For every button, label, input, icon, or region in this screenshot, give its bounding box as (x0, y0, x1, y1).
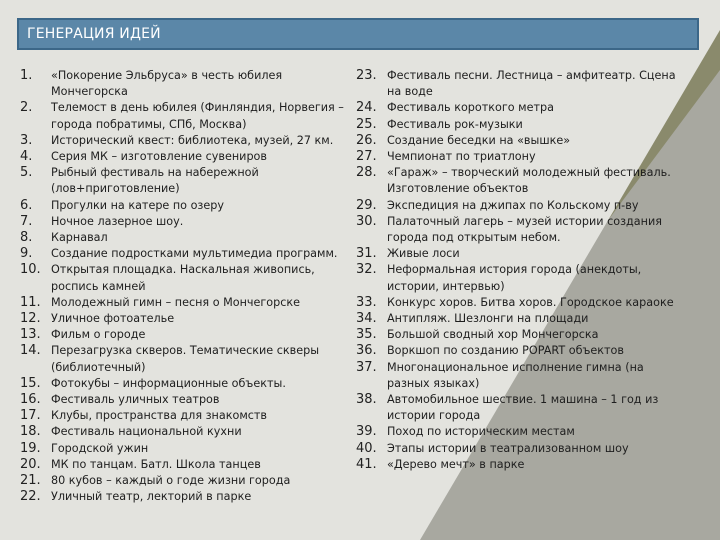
idea-number: 33. (356, 294, 377, 310)
idea-text-line: Палаточный лагерь – музей истории создания (387, 214, 662, 228)
idea-text-line: «Гараж» – творческий молодежный фестиваль. (387, 166, 671, 180)
idea-text-line: Неформальная история города (анекдоты, (387, 263, 642, 277)
idea-text-line: Чемпионат по триатлону (387, 150, 536, 164)
idea-text (387, 327, 692, 343)
idea-item (20, 100, 360, 132)
idea-text-line: Фильм о городе (51, 328, 146, 342)
idea-item (356, 441, 692, 457)
idea-number: 15. (20, 375, 41, 391)
idea-text (51, 392, 360, 408)
idea-item (20, 295, 360, 311)
idea-number: 34. (356, 311, 377, 327)
idea-number: 13. (20, 327, 41, 343)
idea-text (51, 343, 360, 375)
ideas-list-right (356, 68, 692, 473)
idea-text (387, 343, 692, 359)
idea-item (356, 133, 692, 149)
idea-text (387, 214, 692, 246)
idea-text-line: Антипляж. Шезлонги на площади (387, 312, 589, 326)
idea-text-line: Воркшоп по созданию POPART объектов (387, 344, 624, 358)
idea-text-line: Фестиваль национальной кухни (51, 425, 242, 439)
idea-text-line: «Покорение Эльбруса» в честь юбилея (51, 69, 283, 82)
idea-item (20, 392, 360, 408)
idea-number: 40. (356, 440, 377, 456)
idea-item (356, 424, 692, 440)
idea-text-line: Экспедиция на джипах по Кольскому п-ву (387, 198, 639, 212)
idea-text-line: Прогулки на катере по озеру (51, 198, 224, 212)
idea-item (356, 295, 692, 311)
idea-text (51, 295, 360, 311)
idea-number: 18. (20, 424, 41, 440)
idea-text (51, 376, 360, 392)
idea-text (51, 327, 360, 343)
idea-number: 28. (356, 165, 377, 181)
idea-text (51, 100, 360, 132)
idea-text (51, 262, 360, 294)
idea-text (387, 360, 692, 392)
idea-number: 30. (356, 213, 377, 229)
idea-text (387, 457, 692, 473)
idea-number: 25. (356, 116, 377, 132)
idea-item (20, 441, 360, 457)
idea-text (51, 133, 360, 149)
idea-text (51, 408, 360, 424)
idea-text (387, 149, 692, 165)
idea-number: 22. (20, 489, 41, 505)
idea-text-line: истории города (387, 409, 481, 423)
idea-text (51, 457, 360, 473)
idea-item (20, 424, 360, 440)
idea-text (51, 198, 360, 214)
ideas-list-left (20, 68, 360, 505)
idea-number: 32. (356, 262, 377, 278)
idea-text (51, 311, 360, 327)
idea-text (51, 473, 360, 489)
idea-text-line: Исторический квест: библиотека, музей, 27 км. (51, 133, 334, 147)
idea-item (356, 327, 692, 343)
idea-item (20, 489, 360, 505)
idea-item (20, 311, 360, 327)
idea-item (20, 165, 360, 197)
idea-text-line: Создание подростками мультимедиа программ. (51, 247, 338, 261)
idea-item (356, 457, 692, 473)
idea-text-line: Телемост в день юбилея (Финляндия, Норвегия – (51, 101, 344, 115)
idea-number: 37. (356, 359, 377, 375)
idea-text-line: Фестиваль рок-музыки (387, 117, 523, 131)
idea-number: 17. (20, 408, 41, 424)
idea-item (356, 100, 692, 116)
idea-text-line: Многонациональное исполнение гимна (на (387, 360, 644, 374)
idea-number: 4. (20, 149, 33, 165)
idea-number: 24. (356, 100, 377, 116)
idea-text-line: Живые лоси (387, 247, 460, 261)
idea-item (20, 408, 360, 424)
idea-text (51, 214, 360, 230)
idea-text-line: Уличное фотоателье (51, 312, 175, 326)
idea-item (356, 246, 692, 262)
idea-item (356, 343, 692, 359)
idea-item (20, 230, 360, 246)
idea-number: 19. (20, 440, 41, 456)
idea-text (387, 246, 692, 262)
idea-text-line: МК по танцам. Батл. Школа танцев (51, 457, 261, 471)
idea-text (51, 489, 360, 505)
idea-number: 21. (20, 473, 41, 489)
idea-text (387, 100, 692, 116)
idea-number: 10. (20, 262, 41, 278)
idea-text-line: города под открытым небом. (387, 231, 561, 245)
idea-number: 36. (356, 343, 377, 359)
idea-text-line: разных языках) (387, 376, 480, 390)
idea-number: 8. (20, 230, 33, 246)
idea-text-line: Создание беседки на «вышке» (387, 133, 571, 147)
idea-text-line: Мончегорска (51, 85, 128, 99)
idea-number: 31. (356, 246, 377, 262)
idea-number: 2. (20, 100, 33, 116)
idea-text (51, 246, 360, 262)
idea-text-line: Поход по историческим местам (387, 425, 575, 439)
idea-item (20, 327, 360, 343)
idea-text (387, 392, 692, 424)
idea-item (20, 376, 360, 392)
idea-text (387, 262, 692, 294)
idea-item (356, 68, 692, 100)
idea-text-line: Фестиваль песни. Лестница – амфитеатр. Сцена (387, 69, 676, 82)
idea-text-line: 80 кубов – каждый о годе жизни города (51, 474, 291, 488)
idea-text (387, 311, 692, 327)
idea-item (356, 198, 692, 214)
idea-text-line: (лов+приготовление) (51, 182, 180, 196)
idea-text-line: Изготовление объектов (387, 182, 529, 196)
idea-text-line: Автомобильное шествие. 1 машина – 1 год из (387, 393, 659, 407)
idea-item (20, 343, 360, 375)
idea-number: 9. (20, 246, 33, 262)
idea-text-line: Карнавал (51, 231, 108, 245)
idea-number: 29. (356, 197, 377, 213)
idea-item (20, 133, 360, 149)
idea-item (356, 165, 692, 197)
idea-text-line: Рыбный фестиваль на набережной (51, 166, 259, 180)
idea-text-line: Перезагрузка скверов. Тематические скверы (51, 344, 320, 358)
idea-number: 20. (20, 456, 41, 472)
idea-text-line: Фестиваль короткого метра (387, 101, 554, 115)
idea-text (51, 149, 360, 165)
idea-item (356, 392, 692, 424)
idea-text (387, 68, 692, 100)
idea-item (20, 198, 360, 214)
idea-number: 26. (356, 132, 377, 148)
idea-number: 7. (20, 213, 33, 229)
idea-text-line: Серия МК – изготовление сувениров (51, 150, 267, 164)
idea-text (387, 295, 692, 311)
idea-text-line: Конкурс хоров. Битва хоров. Городское караоке (387, 295, 674, 309)
idea-number: 6. (20, 197, 33, 213)
idea-number: 27. (356, 149, 377, 165)
idea-text (387, 424, 692, 440)
idea-item (356, 360, 692, 392)
idea-number: 5. (20, 165, 33, 181)
idea-item (356, 117, 692, 133)
idea-number: 16. (20, 392, 41, 408)
idea-number: 41. (356, 456, 377, 472)
idea-text (51, 230, 360, 246)
idea-text (387, 133, 692, 149)
idea-item (356, 149, 692, 165)
idea-text-line: Клубы, пространства для знакомств (51, 409, 268, 423)
idea-number: 1. (20, 68, 33, 83)
idea-text-line: истории, интервью) (387, 279, 505, 293)
idea-item (356, 262, 692, 294)
idea-text-line: Уличный театр, лекторий в парке (51, 490, 252, 504)
slide-title: ГЕНЕРАЦИЯ ИДЕЙ (17, 18, 699, 50)
idea-item (20, 473, 360, 489)
idea-item (20, 68, 360, 100)
idea-text-line: Открытая площадка. Наскальная живопись, (51, 263, 315, 277)
idea-text (387, 117, 692, 133)
idea-text (387, 198, 692, 214)
idea-text-line: на воде (387, 85, 433, 99)
idea-text-line: роспись камней (51, 279, 146, 293)
idea-text (387, 165, 692, 197)
idea-number: 11. (20, 294, 41, 310)
idea-item (356, 311, 692, 327)
idea-text (387, 441, 692, 457)
idea-number: 23. (356, 68, 377, 83)
idea-item (20, 246, 360, 262)
idea-text (51, 165, 360, 197)
idea-text (51, 68, 360, 100)
idea-number: 3. (20, 132, 33, 148)
idea-text (51, 441, 360, 457)
idea-text-line: города побратимы, СПб, Москва) (51, 117, 247, 131)
idea-number: 35. (356, 327, 377, 343)
idea-item (20, 457, 360, 473)
idea-text-line: Фотокубы – информационные объекты. (51, 376, 286, 390)
idea-number: 39. (356, 424, 377, 440)
idea-number: 12. (20, 311, 41, 327)
idea-text-line: Ночное лазерное шоу. (51, 214, 184, 228)
idea-item (20, 149, 360, 165)
idea-text-line: (библиотечный) (51, 360, 146, 374)
idea-text (51, 424, 360, 440)
idea-text-line: Молодежный гимн – песня о Мончегорске (51, 295, 301, 309)
idea-text-line: Фестиваль уличных театров (51, 393, 220, 407)
idea-text-line: Большой сводный хор Мончегорска (387, 328, 599, 342)
idea-item (356, 214, 692, 246)
idea-text-line: «Дерево мечт» в парке (387, 457, 525, 471)
idea-item (20, 262, 360, 294)
idea-item (20, 214, 360, 230)
idea-number: 38. (356, 392, 377, 408)
idea-text-line: Этапы истории в театрализованном шоу (387, 441, 629, 455)
idea-number: 14. (20, 343, 41, 359)
idea-text-line: Городской ужин (51, 441, 149, 455)
